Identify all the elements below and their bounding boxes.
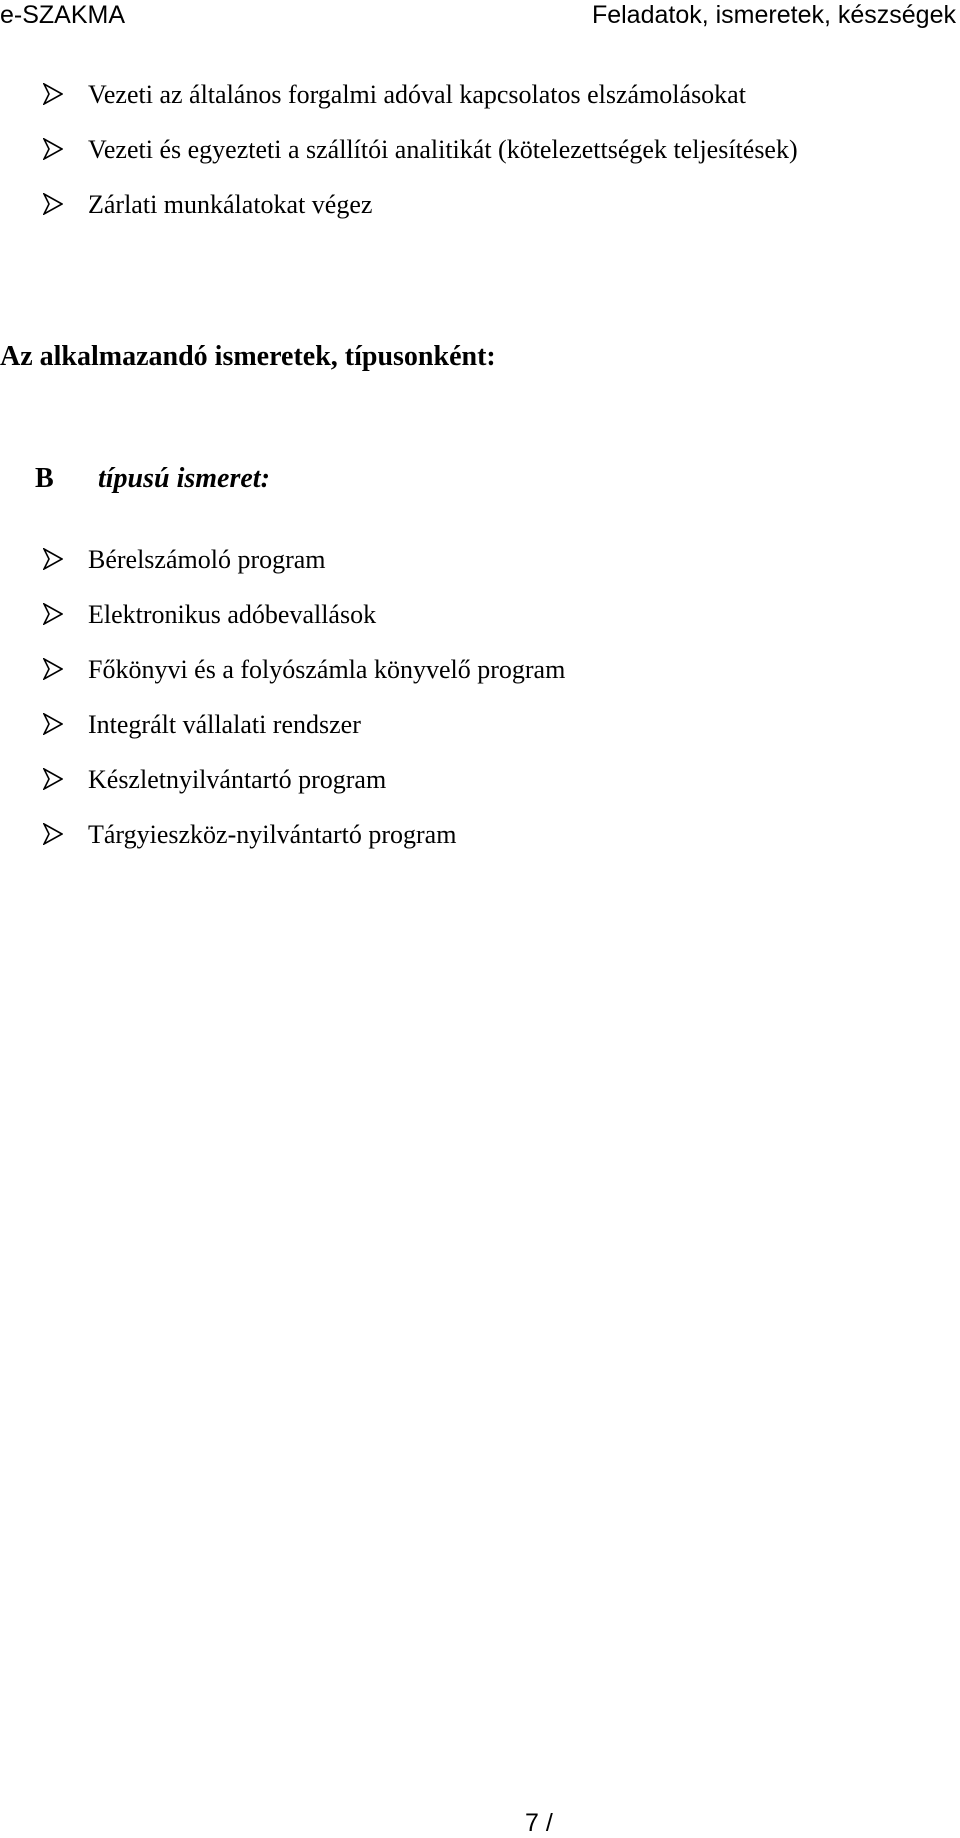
list-item-text: Tárgyieszköz-nyilvántartó program <box>88 820 457 849</box>
list-item <box>43 600 565 655</box>
header-section-title: Feladatok, ismeretek, készségek <box>591 1 956 29</box>
header-brand: e-SZAKMA <box>0 1 126 29</box>
list-item-text: Vezeti az általános forgalmi adóval kapcsolatos elszámolásokat <box>88 80 746 109</box>
arrowhead-bullet-icon <box>43 190 88 215</box>
arrowhead-bullet-icon <box>43 80 88 105</box>
arrowhead-bullet-icon <box>43 710 88 735</box>
list-item-text: Integrált vállalati rendszer <box>88 710 361 739</box>
list-item <box>43 765 565 820</box>
list-item-text: Főkönyvi és a folyószámla könyvelő program <box>88 655 566 684</box>
knowledge-type-label: típusú ismeret: <box>98 463 270 494</box>
list-item <box>43 710 565 765</box>
list-item-text: Elektronikus adóbevallások <box>88 600 377 629</box>
knowledge-type-letter: B <box>35 463 54 494</box>
arrowhead-bullet-icon <box>43 655 88 680</box>
arrowhead-bullet-icon <box>43 135 88 160</box>
list-item-text: Vezeti és egyezteti a szállítói analitikát (kötelezettségek teljesítések) <box>88 135 798 164</box>
list-item <box>43 820 565 875</box>
list-item <box>43 80 798 135</box>
knowledge-section-title: Az alkalmazandó ismeretek, típusonként: <box>0 341 496 372</box>
arrowhead-bullet-icon <box>43 600 88 625</box>
list-item <box>43 135 798 190</box>
page-number: 7 / <box>525 1809 553 1837</box>
arrowhead-bullet-icon <box>43 820 88 845</box>
knowledge-list <box>43 545 565 875</box>
list-item <box>43 190 798 245</box>
task-list <box>43 80 798 245</box>
list-item-text: Bérelszámoló program <box>88 545 326 574</box>
list-item <box>43 655 565 710</box>
arrowhead-bullet-icon <box>43 765 88 790</box>
list-item-text: Készletnyilvántartó program <box>88 765 387 794</box>
list-item <box>43 545 565 600</box>
page-header <box>0 0 960 30</box>
list-item-text: Zárlati munkálatokat végez <box>88 190 373 219</box>
arrowhead-bullet-icon <box>43 545 88 570</box>
